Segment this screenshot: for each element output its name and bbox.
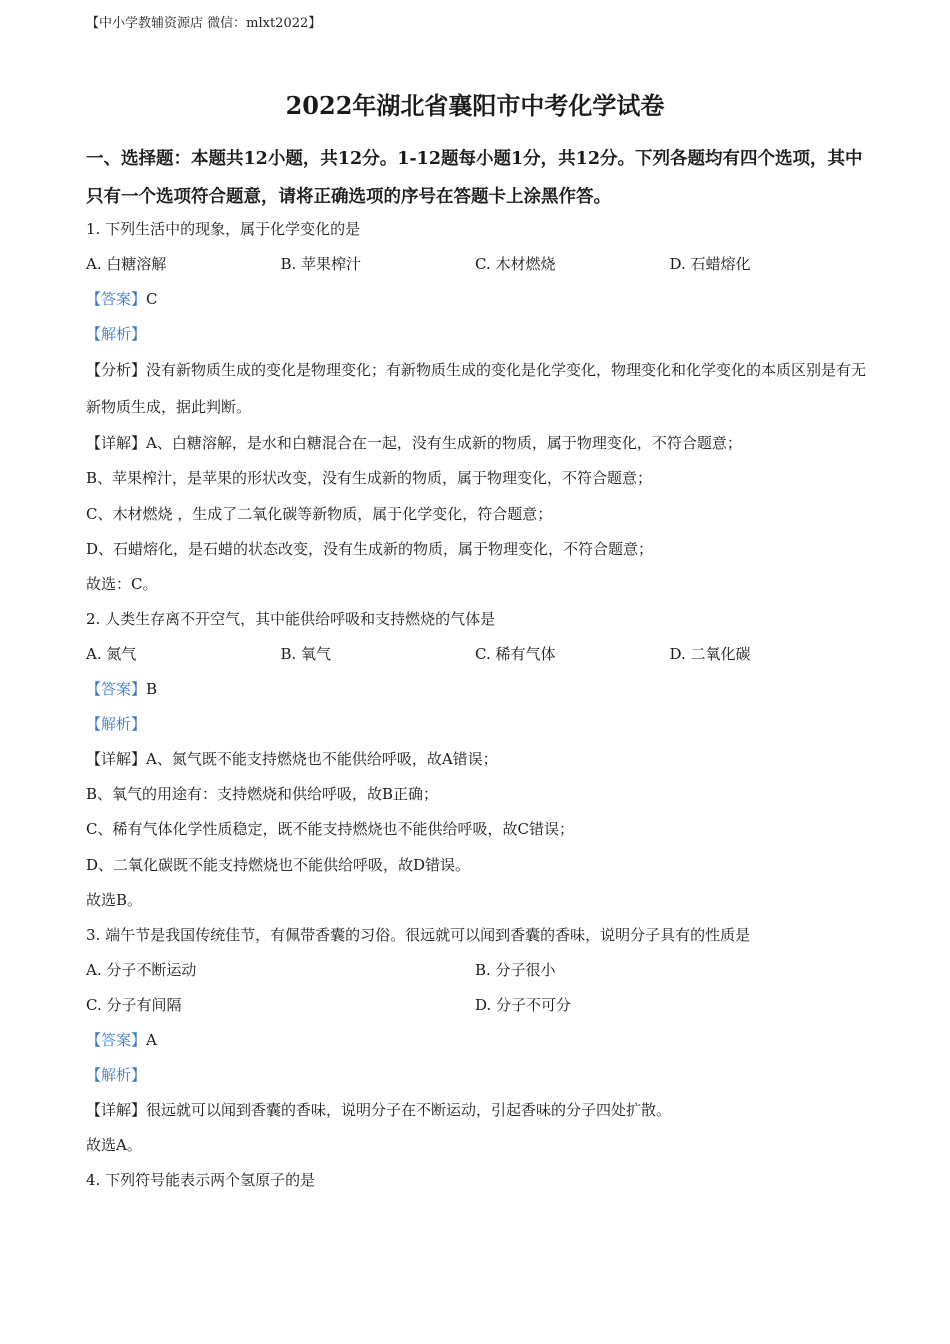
q2-detail-3: C、稀有气体化学性质稳定，既不能支持燃烧也不能供给呼吸，故C错误； [86,820,574,839]
answer-label: 【答案】 [86,290,147,309]
q2-option-a: A. 氮气 [86,644,137,663]
q3-detail-1: 【详解】很远就可以闻到香囊的香味，说明分子在不断运动，引起香味的分子四处扩散。 [86,1101,672,1120]
q3-stem: 3. 端午节是我国传统佳节，有佩带香囊的习俗。很远就可以闻到香囊的香味，说明分子具有的性质是 [86,925,751,944]
q1-answer-value: C [146,290,158,309]
q2-option-c: C. 稀有气体 [475,644,556,663]
q2-detail-1: 【详解】A、氮气既不能支持燃烧也不能供给呼吸，故A错误； [86,750,498,769]
q1-answer [86,282,876,317]
analysis-label: 【解析】 [86,1066,147,1085]
q2-detail-5: 故选B。 [86,890,143,909]
questions-content [86,212,876,1198]
analysis-label: 【解析】 [86,325,147,344]
q1-stem: 1. 下列生活中的现象，属于化学变化的是 [86,220,361,238]
answer-label: 【答案】 [86,680,147,699]
q2-analysis-label [86,707,876,742]
q1-options [86,247,876,282]
q1-option-c: C. 木材燃烧 [475,255,556,274]
q3-option-d: D. 分子不可分 [475,995,572,1014]
q1-option-a: A. 白糖溶解 [86,255,167,274]
q3-option-a: A. 分子不断运动 [86,960,197,979]
q2-detail-2: B、氧气的用途有：支持燃烧和供给呼吸，故B正确； [86,785,439,804]
analysis-label: 【解析】 [86,715,147,734]
q3-answer [86,1023,876,1058]
section-heading: 一、选择题：本题共12小题，共12分。1-12题每小题1分，共12分。下列各题均有四个选项，其中只有一个选项符合题意，请将正确选项的序号在答题卡上涂黑作答。 [86,149,863,207]
q3-option-c: C. 分子有间隔 [86,995,182,1014]
q1-detail-5: 故选：C。 [86,574,158,593]
q3-options-row-2 [86,988,876,1023]
header-note: 【中小学教辅资源店 微信：mlxt2022】 [86,16,322,31]
q2-option-b: B. 氧气 [280,644,332,663]
q1-analysis-label [86,317,876,352]
q2-stem: 2. 人类生存离不开空气，其中能供给呼吸和支持燃烧的气体是 [86,609,496,628]
q1-detail-3: C、木材燃烧 ，生成了二氧化碳等新物质，属于化学变化，符合题意； [86,504,553,523]
q2-option-d: D. 二氧化碳 [669,644,751,663]
q1-option-d: D. 石蜡熔化 [669,255,751,274]
q1-detail-2: B、苹果榨汁，是苹果的形状改变，没有生成新的物质，属于物理变化，不符合题意； [86,469,653,488]
q3-detail-2: 故选A。 [86,1136,142,1155]
answer-label: 【答案】 [86,1030,147,1049]
q2-answer-value: B [146,680,158,699]
q1-fenxi: 【分析】没有新物质生成的变化是物理变化；有新物质生成的变化是化学变化，物理变化和化学变化的本质区别是有无新物质生成，据此判断。 [86,361,867,417]
q3-options-row-1 [86,953,876,988]
q3-answer-value: A [146,1030,157,1049]
q3-analysis-label [86,1058,876,1093]
q2-detail-4: D、二氧化碳既不能支持燃烧也不能供给呼吸，故D错误。 [86,855,471,874]
document-title: 2022年湖北省襄阳市中考化学试卷 [285,91,665,120]
q1-detail-4: D、石蜡熔化，是石蜡的状态改变，没有生成新的物质，属于物理变化，不符合题意； [86,539,654,558]
q2-options [86,637,876,672]
q1-option-b: B. 苹果榨汁 [280,255,362,274]
q1-detail-1: 【详解】A、白糖溶解，是水和白糖混合在一起，没有生成新的物质，属于物理变化，不符合题意； [86,434,742,453]
q3-option-b: B. 分子很小 [475,960,556,979]
q2-answer [86,672,876,707]
q4-stem: 4. 下列符号能表示两个氢原子的是 [86,1171,316,1190]
